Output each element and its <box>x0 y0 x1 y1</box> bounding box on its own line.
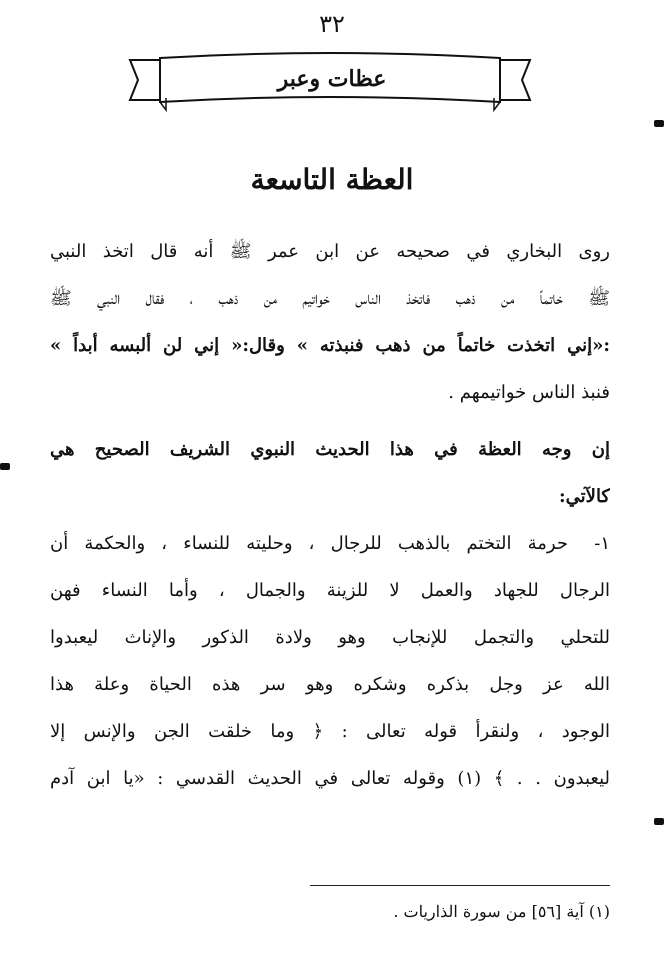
margin-mark <box>0 463 10 470</box>
text-line: الرجال للجهاد والعمل لا للزينة والجمال ، وأما النساء فهن <box>50 580 610 601</box>
margin-mark <box>654 120 664 127</box>
footnote-divider <box>310 885 610 886</box>
banner-title: عظات وعبر <box>277 66 387 92</box>
text-line: للتحلي والتجمل للإنجاب وهو ولادة الذكور والإناث ليعبدوا <box>50 627 610 648</box>
text-line: :«إني اتخذت خاتماً من ذهب فنبذته » وقال:« إني لن ألبسه أبداً » <box>50 335 610 356</box>
item-number: ١- <box>594 533 610 554</box>
text-line: ﷺ خاتماً من ذهب فاتخذ الناس خواتيم من ذهب ، فقال النبي ﷺ <box>50 288 610 309</box>
item1-paragraph <box>50 520 568 567</box>
footnote: (١) آية [٥٦] من سورة الذاريات . <box>393 902 610 921</box>
item1-paragraph-continued <box>50 567 610 802</box>
text-line: كالآتي: <box>559 486 610 507</box>
text-line: إن وجه العظة في هذا الحديث النبوي الشريف الصحيح هي <box>50 439 610 460</box>
text-line: فنبذ الناس خواتيمهم . <box>448 382 610 403</box>
text-line: روى البخاري في صحيحه عن ابن عمر ﷺ أنه قال اتخذ النبي <box>50 241 610 262</box>
section-heading: العظة التاسعة <box>250 163 414 196</box>
lesson-intro <box>50 426 610 520</box>
text-line: الوجود ، ولنقرأ قوله تعالى : ﴿ وما خلقت الجن والإنس إلا <box>50 721 610 742</box>
text-line: ليعبدون . . ﴾ (١) وقوله تعالى في الحديث القدسي : «يا ابن آدم <box>50 768 610 789</box>
text-line: الله عز وجل بذكره وشكره وهو سر هذه الحياة وعلة هذا <box>50 674 610 695</box>
text-line: حرمة التختم بالذهب للرجال ، وحليته للنساء ، والحكمة أن <box>50 533 568 554</box>
hadith-paragraph <box>50 228 610 416</box>
page-number: ٣٢ <box>319 10 345 38</box>
margin-mark <box>654 818 664 825</box>
